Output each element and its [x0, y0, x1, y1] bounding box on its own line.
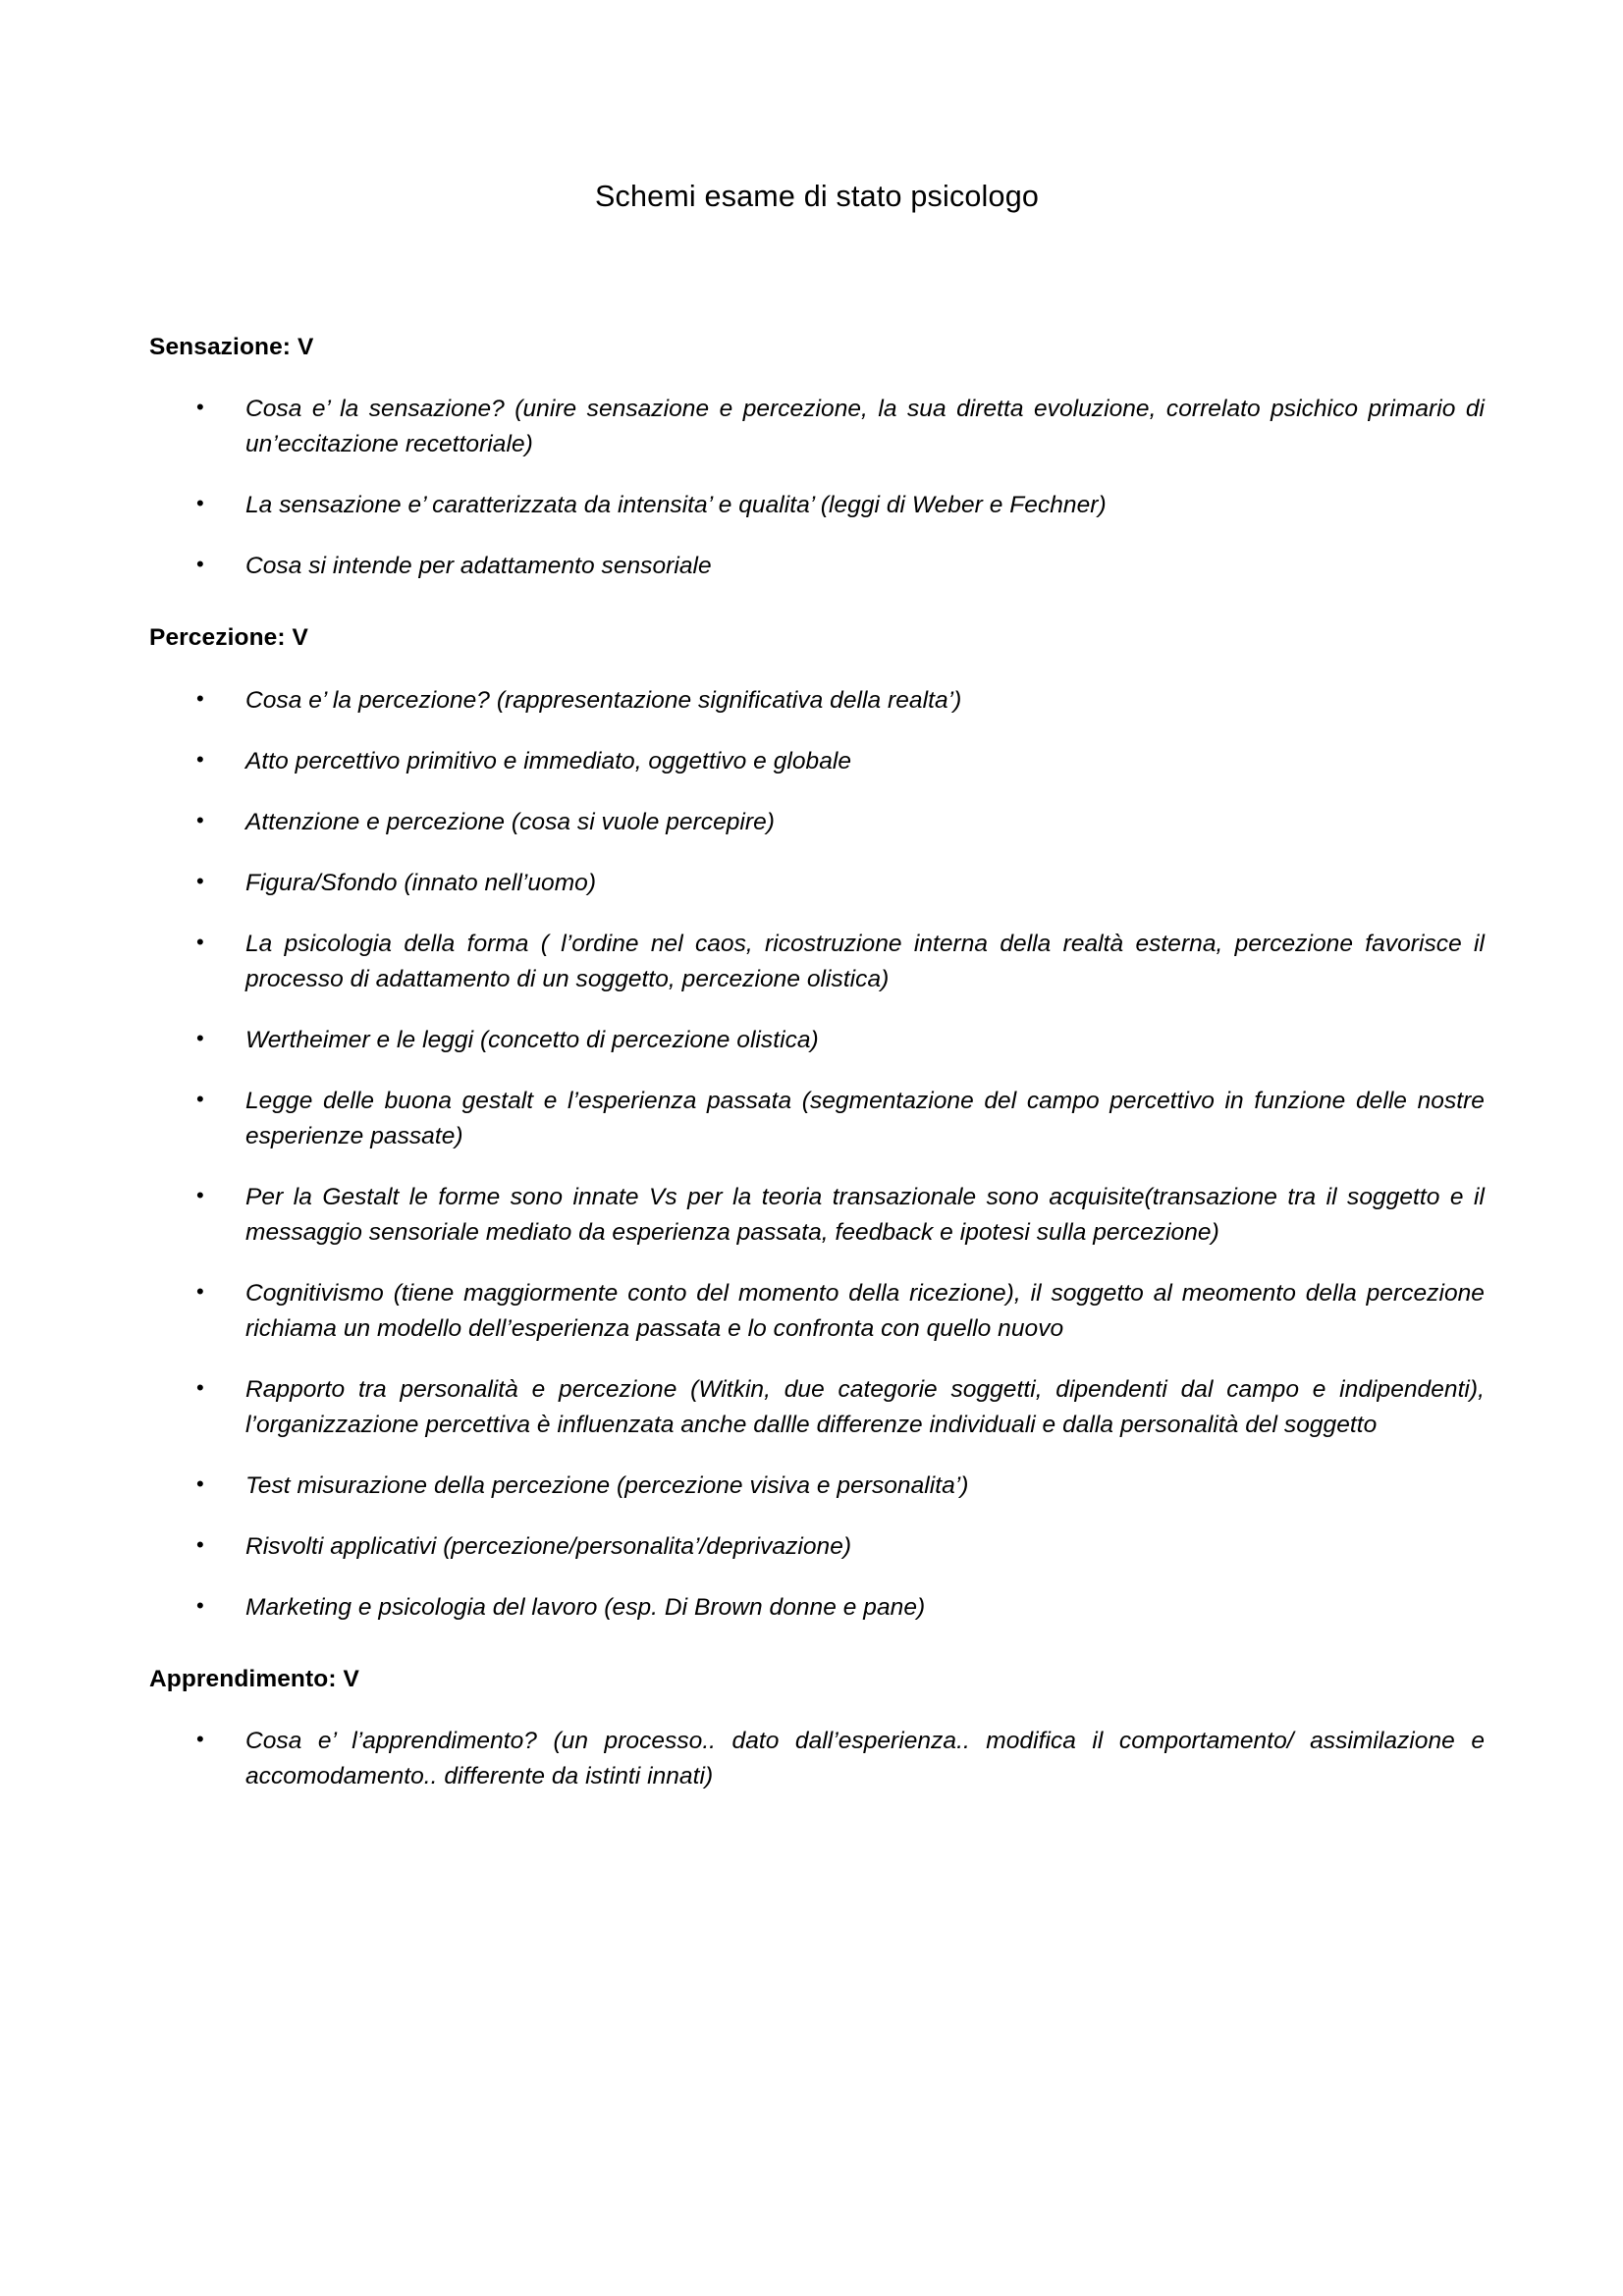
bullet-point-icon: • [196, 929, 204, 954]
bullet-point-icon: • [196, 1278, 204, 1304]
bullet-point-icon: • [196, 807, 204, 832]
bullet-point-icon: • [196, 746, 204, 772]
bullet-point-icon: • [196, 1374, 204, 1400]
bullet-list-sensazione [149, 392, 1485, 584]
bullet-point-icon: • [196, 685, 204, 711]
list-item [149, 927, 1485, 997]
list-item-text: Cosa e’ la percezione? (rappresentazione significativa della realta’) [245, 686, 962, 714]
bullet-point-icon: • [196, 1470, 204, 1496]
list-item [149, 549, 1485, 584]
list-item-text: Cosa si intende per adattamento sensoriale [245, 553, 712, 580]
list-item [149, 744, 1485, 779]
list-item [149, 1084, 1485, 1154]
list-item-text: Legge delle buona gestalt e l’esperienza passata (segmentazione del campo percettivo in funzione delle nostre esperienze passate) [245, 1087, 1485, 1149]
section-apprendimento [149, 1665, 1485, 1795]
list-item-text: Atto percettivo primitivo e immediato, oggettivo e globale [245, 747, 852, 774]
list-item-text: Risvolti applicativi (percezione/personalita’/deprivazione) [245, 1532, 852, 1560]
list-item-text: Cognitivismo (tiene maggiormente conto del momento della ricezione), il soggetto al meomento della percezione richiama un modello dell’esperienza passata e lo confronta con quello nuovo [245, 1279, 1485, 1342]
list-item [149, 1724, 1485, 1794]
list-item [149, 1468, 1485, 1504]
list-item-text: Test misurazione della percezione (percezione visiva e personalita’) [245, 1471, 969, 1499]
bullet-point-icon: • [196, 1182, 204, 1207]
bullet-point-icon: • [196, 395, 204, 420]
section-heading-sensazione: Sensazione: V [149, 333, 314, 360]
list-item [149, 683, 1485, 719]
list-item-text: Wertheimer e le leggi (concetto di percezione olistica) [245, 1026, 819, 1053]
bullet-point-icon: • [196, 868, 204, 893]
section-heading-percezione: Percezione: V [149, 624, 308, 652]
bullet-point-icon: • [196, 1086, 204, 1111]
list-item-text: Cosa e’ l’apprendimento? (un processo.. dato dall’esperienza.. modifica il comportamento/ assimilazione e accomodamento.. differente da istinti innati) [245, 1728, 1485, 1790]
list-item-text: Rapporto tra personalità e percezione (Witkin, due categorie soggetti, dipendenti dal campo e indipendenti), l’organizzazione percettiva è influenzata anche dallle differenze individuali e dalla personalità del soggetto [245, 1375, 1485, 1438]
list-item-text: Attenzione e percezione (cosa si vuole percepire) [245, 808, 776, 835]
bullet-point-icon: • [196, 1025, 204, 1050]
list-item [149, 1372, 1485, 1443]
list-item [149, 1590, 1485, 1626]
list-item-text: Cosa e’ la sensazione? (unire sensazione e percezione, la sua diretta evoluzione, correlato psichico primario di un’eccitazione recettoriale) [245, 396, 1485, 458]
section-percezione [149, 623, 1485, 1626]
bullet-list-percezione [149, 683, 1485, 1626]
list-item [149, 1023, 1485, 1058]
list-item [149, 1529, 1485, 1565]
list-item [149, 866, 1485, 901]
list-item [149, 488, 1485, 523]
list-item-text: Marketing e psicologia del lavoro (esp. Di Brown donne e pane) [245, 1593, 926, 1621]
section-sensazione [149, 333, 1485, 585]
list-item-text: La psicologia della forma ( l’ordine nel caos, ricostruzione interna della realtà esterna, percezione favorisce il processo di adattamento di un soggetto, percezione olistica) [245, 930, 1485, 992]
list-item-text: La sensazione e’ caratterizzata da intensita’ e qualita’ (leggi di Weber e Fechner) [245, 492, 1107, 519]
list-item-text: Per la Gestalt le forme sono innate Vs per la teoria transazionale sono acquisite(transazione tra il soggetto e il messaggio sensoriale mediato da esperienza passata, feedback e ipotesi sulla percezione) [245, 1183, 1485, 1246]
list-item-text: Figura/Sfondo (innato nell’uomo) [245, 869, 597, 896]
bullet-point-icon: • [196, 491, 204, 516]
document-content [149, 0, 1485, 1794]
bullet-point-icon: • [196, 1531, 204, 1557]
list-item [149, 392, 1485, 462]
list-item [149, 1276, 1485, 1347]
bullet-point-icon: • [196, 1592, 204, 1618]
bullet-point-icon: • [196, 1727, 204, 1752]
section-heading-apprendimento: Apprendimento: V [149, 1665, 359, 1692]
page-title: Schemi esame di stato psicologo [594, 180, 1040, 213]
list-item [149, 805, 1485, 840]
bullet-point-icon: • [196, 552, 204, 577]
list-item [149, 1180, 1485, 1251]
bullet-list-apprendimento [149, 1724, 1485, 1794]
